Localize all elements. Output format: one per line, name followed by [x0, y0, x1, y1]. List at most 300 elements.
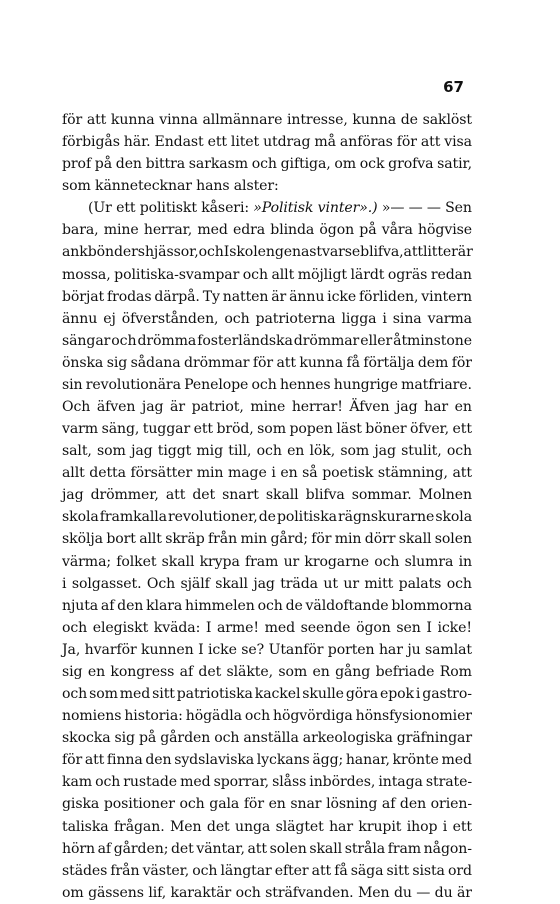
- word: blifva: [305, 487, 345, 504]
- text-line: [62, 749, 472, 771]
- text-line: [62, 109, 472, 131]
- text-line: [62, 528, 472, 550]
- text-line: [62, 793, 472, 815]
- word: få: [346, 354, 360, 371]
- word: och: [224, 310, 250, 327]
- word: som: [89, 686, 118, 703]
- word: lyckans: [256, 752, 310, 769]
- word: i: [415, 686, 421, 703]
- word: herrar!: [291, 399, 343, 416]
- word: poetisk: [322, 465, 374, 482]
- word: hönsfysionomier: [355, 708, 472, 725]
- word: (Ur: [88, 200, 112, 217]
- word: för: [62, 112, 83, 128]
- word: giska: [62, 796, 100, 813]
- word: hjässor,: [144, 244, 199, 261]
- word: som: [97, 443, 126, 460]
- word: högvise: [418, 222, 472, 239]
- word: klara: [146, 597, 183, 614]
- word: och: [198, 244, 224, 261]
- word: karaktär: [170, 884, 232, 901]
- word: ett: [116, 200, 136, 217]
- word: utdrag: [263, 134, 311, 151]
- word: anställa: [243, 730, 299, 747]
- word: Ty: [202, 288, 220, 305]
- word: skocka: [62, 730, 111, 747]
- word: förtälja: [363, 354, 415, 371]
- word: kongress: [110, 663, 175, 680]
- text-line: [62, 484, 472, 506]
- word: Utanför: [268, 641, 324, 658]
- word: inbördes,: [309, 774, 376, 791]
- word: här.: [123, 134, 151, 151]
- word: rustade: [123, 774, 178, 791]
- word: vinter».): [317, 200, 378, 217]
- word: jag: [253, 575, 275, 592]
- word: edra: [232, 222, 266, 239]
- word: någon-: [423, 840, 472, 857]
- word: jag: [131, 443, 153, 460]
- word: försätter: [130, 465, 193, 482]
- word: mitt: [364, 575, 394, 592]
- word: snar: [290, 796, 322, 813]
- word: en: [87, 663, 106, 680]
- word: stämning,: [377, 465, 448, 482]
- word: att: [452, 465, 472, 482]
- word: krogarne: [304, 553, 369, 570]
- word: drömmar: [184, 354, 250, 371]
- word: solen: [434, 531, 472, 548]
- text-line: [62, 241, 472, 263]
- text-line: [62, 264, 472, 286]
- word: och: [179, 796, 205, 813]
- word: i: [62, 575, 67, 592]
- word: som: [340, 443, 370, 460]
- text-line: [62, 705, 472, 727]
- word: i: [442, 818, 448, 835]
- word: sitt: [152, 686, 175, 703]
- word: I: [426, 619, 432, 636]
- word: ännu: [62, 310, 98, 327]
- word: från: [208, 531, 238, 548]
- word: hans: [196, 178, 230, 195]
- word: för: [62, 752, 83, 769]
- word: samlat: [425, 641, 472, 658]
- word: Ja,: [62, 641, 81, 658]
- word: öfver,: [409, 421, 450, 438]
- word: prof: [62, 156, 92, 173]
- word: och: [235, 884, 261, 901]
- word: stråla: [344, 840, 386, 857]
- word: mossa,: [62, 266, 111, 283]
- word: genast: [274, 244, 322, 261]
- word: och: [256, 443, 282, 460]
- word: drömmar: [293, 332, 360, 349]
- word: förliden,: [358, 288, 419, 305]
- word: ett: [207, 134, 227, 151]
- word: njuta: [62, 597, 99, 614]
- text-line: [62, 573, 472, 595]
- text-line: [62, 617, 472, 639]
- word: dem: [417, 354, 449, 371]
- word: som: [257, 421, 286, 438]
- word: att: [86, 112, 107, 128]
- word: himmelen: [185, 597, 255, 614]
- word: »Politisk: [253, 200, 314, 217]
- word: så: [302, 465, 318, 482]
- text-line: [62, 661, 472, 683]
- word: sig: [62, 663, 83, 680]
- word: politiska: [276, 509, 337, 526]
- word: af: [381, 796, 396, 813]
- word: finna: [106, 752, 143, 769]
- word: på: [138, 730, 157, 747]
- word: det: [206, 818, 230, 835]
- word: ock: [359, 156, 385, 173]
- word: själf: [180, 575, 210, 592]
- word: sydslaviska: [174, 752, 255, 769]
- word: anföras: [339, 134, 393, 151]
- word: orien-: [430, 796, 472, 813]
- word: och: [374, 553, 400, 570]
- word: fram: [245, 553, 279, 570]
- word: börjat: [62, 288, 105, 305]
- word: du: [434, 884, 453, 901]
- word: äfven: [96, 399, 136, 416]
- word: skola: [62, 509, 99, 526]
- word: det: [170, 840, 194, 857]
- word: ankbönders: [62, 244, 145, 261]
- word: icke: [207, 641, 237, 658]
- word: har: [424, 399, 449, 416]
- word: med: [197, 222, 228, 239]
- word: för: [311, 531, 332, 548]
- word: har: [378, 641, 403, 658]
- word: blinda: [270, 222, 315, 239]
- word: den: [145, 752, 172, 769]
- word: bittra: [145, 156, 186, 173]
- text-line: [62, 506, 472, 528]
- word: gång: [335, 663, 371, 680]
- word: för: [396, 134, 417, 151]
- word: allt: [139, 531, 162, 548]
- word: Endast: [154, 134, 204, 151]
- word: med: [264, 619, 296, 636]
- word: solen: [269, 840, 307, 857]
- word: kunna: [352, 112, 397, 128]
- word: och: [214, 730, 240, 747]
- text-line: [62, 308, 472, 330]
- word: vintern: [421, 288, 472, 305]
- word: i: [382, 310, 387, 327]
- word: efter: [274, 862, 309, 879]
- word: från: [110, 862, 140, 879]
- word: göra: [345, 686, 379, 703]
- text-line: [62, 727, 472, 749]
- word: arkeologiska: [302, 730, 393, 747]
- word: mine: [250, 399, 286, 416]
- word: som: [278, 663, 308, 680]
- word: och: [446, 443, 472, 460]
- word: skall: [309, 840, 343, 857]
- word: hvarför: [84, 641, 137, 658]
- word: skolen: [229, 244, 275, 261]
- word: folket: [116, 553, 157, 570]
- text-line: [62, 396, 472, 418]
- word: ögon: [356, 619, 391, 636]
- word: alster:: [233, 178, 279, 195]
- word: högvördiga: [272, 708, 353, 725]
- word: våra: [381, 222, 413, 239]
- word: nomiens: [62, 708, 122, 725]
- word: bara,: [62, 222, 99, 239]
- word: ett: [193, 421, 213, 438]
- text-line: [62, 219, 472, 241]
- word: de: [400, 112, 418, 128]
- word: på: [94, 156, 113, 173]
- word: icke: [327, 288, 357, 305]
- word: blommorna: [391, 597, 472, 614]
- word: krupit: [358, 818, 402, 835]
- word: gässens: [88, 884, 144, 901]
- word: lök,: [309, 443, 336, 460]
- word: patrioterna: [255, 310, 336, 327]
- word: i: [271, 465, 276, 482]
- word: tuggar: [142, 421, 191, 438]
- text-line: [62, 838, 472, 860]
- word: för: [451, 354, 472, 371]
- word: säng,: [101, 421, 140, 438]
- word: och: [257, 597, 283, 614]
- word: frågan.: [113, 818, 165, 835]
- word: Sen: [445, 200, 472, 217]
- word: för: [252, 354, 274, 371]
- word: en: [268, 796, 286, 813]
- word: du: [393, 884, 412, 901]
- word: till,: [228, 443, 252, 460]
- word: och: [62, 619, 88, 636]
- word: jag: [396, 399, 418, 416]
- word: min: [334, 531, 362, 548]
- word: Och: [62, 399, 91, 416]
- word: intresse,: [286, 112, 348, 128]
- word: stulit,: [401, 443, 442, 460]
- word: och: [62, 686, 88, 703]
- word: ännu: [289, 288, 325, 305]
- word: de: [285, 597, 303, 614]
- text-line: [62, 418, 472, 440]
- word: att: [403, 244, 423, 261]
- word: dörr: [364, 531, 396, 548]
- word: mine: [103, 222, 139, 239]
- word: allt: [62, 465, 85, 482]
- word: »—: [381, 200, 405, 217]
- word: satir,: [437, 156, 472, 173]
- word: mig: [196, 443, 224, 460]
- word: som: [62, 178, 91, 195]
- word: lärdt: [350, 266, 385, 283]
- word: öfverstånden,: [121, 310, 219, 327]
- word: se?: [241, 641, 265, 658]
- word: detta: [89, 465, 126, 482]
- word: det: [198, 663, 222, 680]
- text-line: [62, 882, 472, 904]
- word: mage: [227, 465, 267, 482]
- word: ett: [452, 421, 472, 438]
- body-text: [62, 109, 472, 904]
- text-line: [62, 683, 472, 705]
- word: att: [276, 354, 296, 371]
- word: kunna: [299, 354, 344, 371]
- word: och: [192, 862, 218, 879]
- word: solgasset.: [71, 575, 142, 592]
- word: visa: [444, 134, 472, 151]
- word: patriot,: [191, 399, 244, 416]
- word: städes: [62, 862, 108, 879]
- word: matfriare.: [401, 376, 472, 393]
- word: det: [192, 487, 216, 504]
- word: sina: [392, 310, 422, 327]
- word: —: [408, 200, 423, 217]
- word: och: [446, 575, 472, 592]
- word: med: [180, 774, 211, 791]
- word: möjligt: [297, 266, 347, 283]
- word: herrar,: [143, 222, 193, 239]
- word: värma;: [62, 553, 112, 570]
- word: allmännare: [202, 112, 283, 128]
- text-line: [62, 175, 472, 197]
- word: träda: [280, 575, 318, 592]
- word: och: [242, 266, 268, 283]
- word: och: [95, 774, 121, 791]
- word: epok: [380, 686, 414, 703]
- word: med: [441, 752, 472, 769]
- text-line: [62, 462, 472, 484]
- word: få: [334, 862, 348, 879]
- text-line: [62, 816, 472, 838]
- word: I: [198, 641, 204, 658]
- word: befriade: [375, 663, 435, 680]
- word: högädla: [185, 708, 242, 725]
- word: jag: [141, 399, 164, 416]
- word: att: [311, 862, 332, 879]
- word: natten: [222, 288, 269, 305]
- word: skulle: [302, 686, 344, 703]
- word: vinna: [159, 112, 198, 128]
- word: drömmer,: [90, 487, 159, 504]
- word: giftiga,: [280, 156, 331, 173]
- word: fram: [387, 840, 422, 857]
- word: min: [196, 465, 224, 482]
- word: har: [329, 818, 353, 835]
- text-line: [62, 639, 472, 661]
- word: den: [399, 796, 427, 813]
- word: släkte,: [226, 663, 273, 680]
- word: framkalla: [99, 509, 167, 526]
- word: tiggt: [157, 443, 192, 460]
- word: af: [100, 597, 115, 614]
- word: att: [247, 840, 267, 857]
- word: för: [243, 796, 264, 813]
- word: historia:: [124, 708, 183, 725]
- word: önska: [62, 354, 104, 371]
- word: slumra: [404, 553, 454, 570]
- word: väster,: [142, 862, 190, 879]
- word: ju: [407, 641, 421, 658]
- word: med: [119, 686, 151, 703]
- word: längtar: [220, 862, 272, 879]
- word: läst: [336, 421, 362, 438]
- text-line: [62, 352, 472, 374]
- word: ogräs: [387, 266, 428, 283]
- word: och: [244, 708, 271, 725]
- word: att: [84, 752, 105, 769]
- word: porten: [327, 641, 375, 658]
- text-line: [62, 286, 472, 308]
- word: politiskt: [139, 200, 197, 217]
- word: I: [223, 244, 230, 261]
- word: på: [359, 222, 377, 239]
- word: skräp: [165, 531, 205, 548]
- word: eller: [360, 332, 393, 349]
- word: gala: [209, 796, 240, 813]
- word: gården;: [113, 840, 169, 857]
- text-line: [62, 860, 472, 882]
- word: varseblifva,: [321, 244, 404, 261]
- word: hörn: [62, 840, 95, 857]
- page-number: 67: [443, 78, 464, 96]
- word: böner: [365, 421, 407, 438]
- word: varm: [62, 421, 99, 438]
- word: arme!: [216, 619, 259, 636]
- word: grofva: [388, 156, 434, 173]
- word: revolutionära: [85, 376, 181, 393]
- word: sig: [114, 730, 135, 747]
- word: af: [97, 840, 112, 857]
- word: bort: [106, 531, 136, 548]
- word: frodas: [106, 288, 152, 305]
- word: elegiskt: [92, 619, 149, 636]
- word: sen: [396, 619, 421, 636]
- word: litterär: [422, 244, 473, 261]
- word: kväda:: [153, 619, 201, 636]
- word: ord: [447, 862, 472, 879]
- text-line: [62, 330, 472, 352]
- word: är: [170, 399, 185, 416]
- word: en: [287, 443, 305, 460]
- word: revolutioner,: [168, 509, 258, 526]
- word: gården: [160, 730, 211, 747]
- word: ihop: [406, 818, 438, 835]
- word: sarkasm: [188, 156, 248, 173]
- word: är: [271, 288, 287, 305]
- word: Men: [169, 818, 202, 835]
- word: redan: [430, 266, 472, 283]
- word: rägnskurarne: [338, 509, 435, 526]
- word: skall: [161, 553, 195, 570]
- word: kunna: [110, 112, 155, 128]
- word: skall: [215, 575, 248, 592]
- word: Äfven: [349, 399, 390, 416]
- word: den: [115, 156, 142, 173]
- word: skall: [265, 487, 299, 504]
- text-line: [62, 197, 472, 219]
- word: intaga: [378, 774, 423, 791]
- word: politiska-svampar: [114, 266, 240, 283]
- word: ögon: [319, 222, 355, 239]
- word: kam: [62, 774, 93, 791]
- word: sträfvanden.: [265, 884, 354, 901]
